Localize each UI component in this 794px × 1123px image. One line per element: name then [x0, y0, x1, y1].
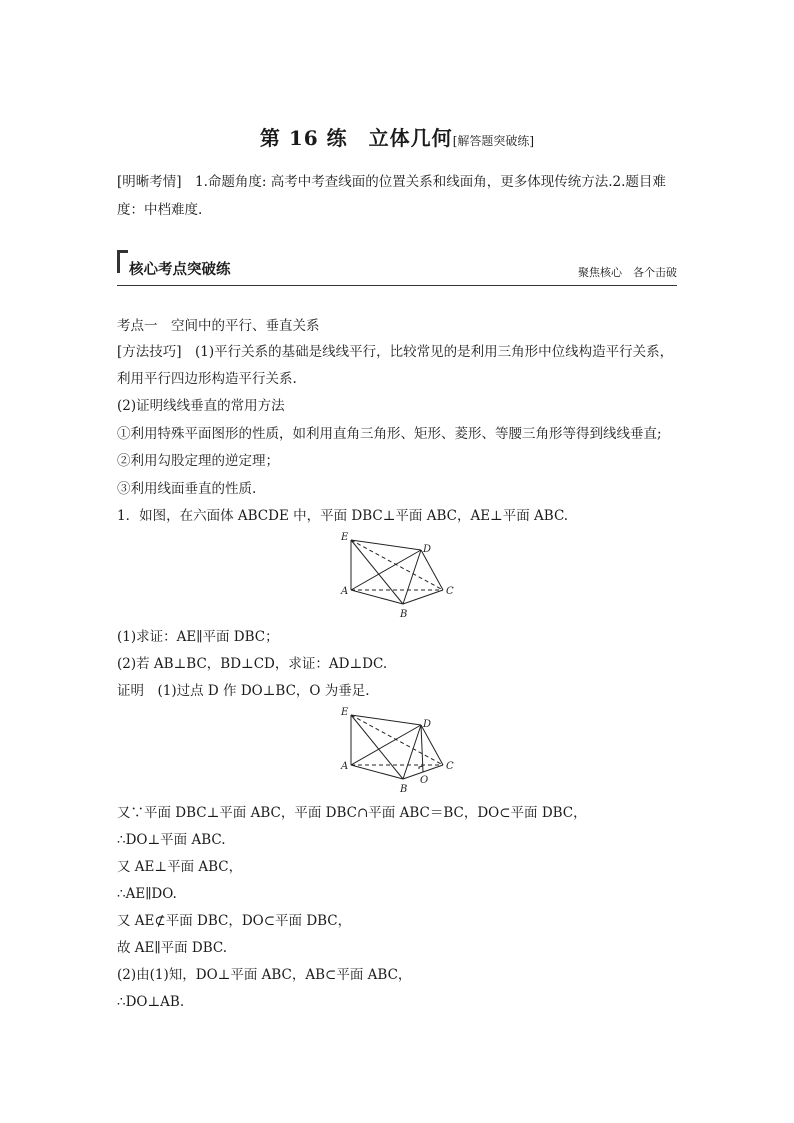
- tips-line-3: (2)证明线线垂直的常用方法: [117, 398, 285, 414]
- edge-eb: [351, 715, 403, 779]
- tips-line-6: ③利用线面垂直的性质.: [117, 481, 257, 497]
- edge-db: [403, 550, 421, 604]
- edge-ed: [351, 715, 421, 725]
- intro-line-2: 度：中档难度.: [117, 202, 203, 218]
- edge-ad: [351, 550, 421, 590]
- proof-step-5: 又 AE⊄平面 DBC，DO⊂平面 DBC，: [117, 913, 352, 929]
- proof-step-4: ∴AE∥DO.: [117, 886, 177, 902]
- title-main: 第 16 练 立体几何: [259, 126, 453, 150]
- edge-db: [403, 725, 421, 779]
- intro-line-1: [明晰考情] 1.命题角度: 高考中考查线面的位置关系和线面角，更多体现传统方法.2.题目难: [117, 174, 666, 190]
- section-tagline: 聚焦核心 各个击破: [578, 266, 677, 279]
- label-c: C: [446, 761, 454, 772]
- edge-ed: [351, 540, 421, 550]
- label-e: E: [341, 532, 349, 543]
- edge-eb: [351, 540, 403, 604]
- proof-heading: 证明 (1)过点 D 作 DO⊥BC，O 为垂足.: [117, 683, 370, 699]
- label-b: B: [400, 609, 408, 620]
- section-heading: 核心考点突破练: [129, 262, 231, 278]
- question-1: (1)求证：AE∥平面 DBC；: [117, 629, 279, 645]
- figure-2-svg: [335, 705, 465, 797]
- edge-ab: [351, 590, 403, 604]
- edge-ab: [351, 765, 403, 779]
- label-b: B: [400, 784, 408, 795]
- proof-step-6: 故 AE∥平面 DBC.: [117, 940, 228, 956]
- proof-step-1: 又∵平面 DBC⊥平面 ABC，平面 DBC∩平面 ABC＝BC，DO⊂平面 DBC，: [117, 805, 587, 821]
- proof-step-3: 又 AE⊥平面 ABC，: [117, 859, 243, 875]
- question-2: (2)若 AB⊥BC，BD⊥CD，求证：AD⊥DC.: [117, 656, 388, 672]
- page-title: [0, 122, 794, 151]
- title-sub: [解答题突破练]: [452, 134, 535, 148]
- proof-step-8: ∴DO⊥AB.: [117, 994, 185, 1010]
- section-corner-mark: [117, 250, 128, 273]
- tips-line-1: [方法技巧] (1)平行关系的基础是线线平行，比较常见的是利用三角形中位线构造平行关系，: [117, 344, 674, 360]
- tips-line-5: ②利用勾股定理的逆定理；: [117, 453, 279, 469]
- proof-step-7: (2)由(1)知，DO⊥平面 ABC，AB⊂平面 ABC，: [117, 967, 412, 983]
- tips-line-4: ①利用特殊平面图形的性质，如利用直角三角形、矩形、菱形、等腰三角形等得到线线垂直;: [117, 426, 662, 442]
- label-o: O: [420, 775, 429, 786]
- label-d: D: [423, 544, 432, 555]
- label-a: A: [341, 586, 349, 597]
- label-e: E: [341, 707, 349, 718]
- figure-hexahedron-1: [335, 530, 465, 622]
- section-rule: [117, 285, 677, 286]
- figure-1-svg: [335, 530, 465, 622]
- label-c: C: [446, 586, 454, 597]
- label-d: D: [423, 719, 432, 730]
- problem-1-statement: 1．如图，在六面体 ABCDE 中，平面 DBC⊥平面 ABC，AE⊥平面 ABC.: [117, 508, 569, 524]
- point-title: 考点一 空间中的平行、垂直关系: [117, 318, 320, 334]
- figure-hexahedron-2: [335, 705, 465, 797]
- proof-step-2: ∴DO⊥平面 ABC.: [117, 832, 226, 848]
- edge-bc: [403, 590, 443, 604]
- tips-line-2: 利用平行四边形构造平行关系.: [117, 371, 297, 387]
- label-a: A: [341, 761, 349, 772]
- section-header: [117, 250, 677, 286]
- edge-ad: [351, 725, 421, 765]
